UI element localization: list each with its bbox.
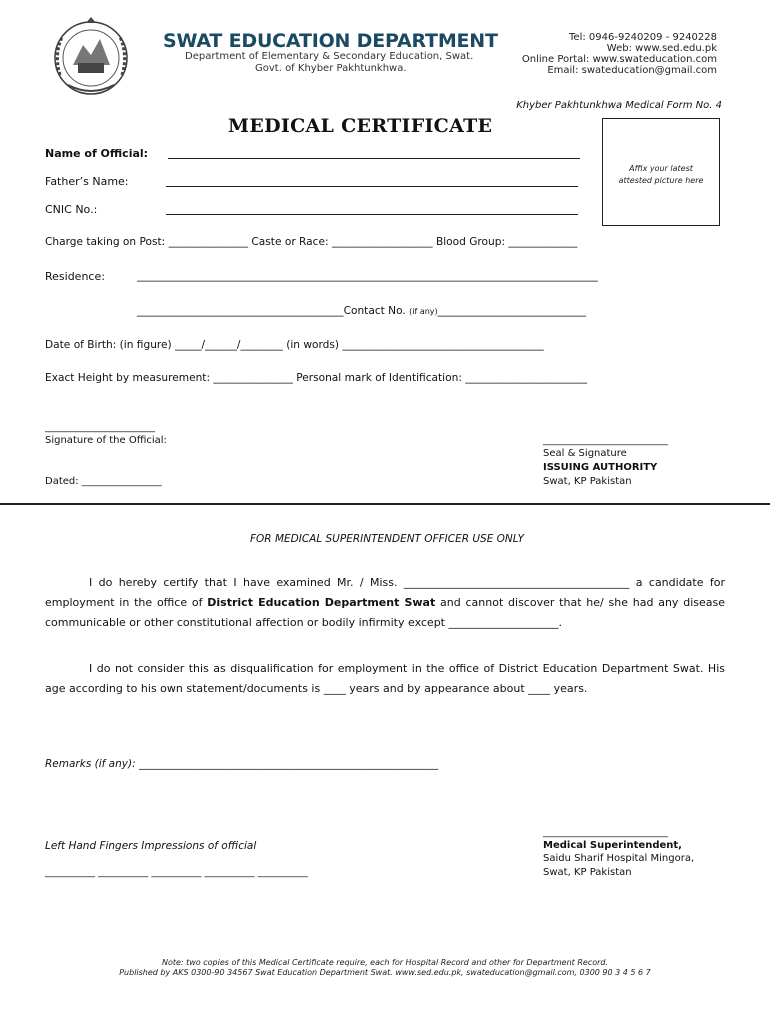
father-name-field-line[interactable] [166, 186, 578, 187]
department-title: SWAT EDUCATION DEPARTMENT [163, 30, 498, 52]
form-number: Khyber Pakhtunkhwa Medical Form No. 4 [516, 100, 722, 111]
seal-signature-line[interactable]: _________________________ [543, 435, 668, 446]
cnic-label: CNIC No.: [45, 203, 98, 216]
height-identification-line[interactable]: Exact Height by measurement: _______________ Personal mark of Identification: _______________________ [45, 372, 588, 384]
para1-text-b: and cannot discover that he/ she had any disease communicable or other constitutional affection or bodily infirmity except ____________________. [45, 596, 725, 629]
residence-line-1[interactable]: _______________________________________________________________________________________ [137, 270, 598, 282]
dated-line[interactable]: Dated: ________________ [45, 476, 162, 487]
contact-field-line[interactable]: ____________________________ [437, 305, 586, 317]
footer-note: Note: two copies of this Medical Certificate require, each for Hospital Record and other for Department Record. [161, 958, 609, 967]
residence-line-2-text: _______________________________________Contact No. [137, 305, 406, 317]
finger-impressions-lines[interactable]: __________ __________ __________ __________ __________ [45, 867, 308, 878]
para1-text-a: I do hereby certify that I have examined Mr. / Miss. _________________________________________ a candidate for employment in the office of [45, 576, 725, 609]
father-name-label: Father’s Name: [45, 175, 129, 188]
residence-line-2[interactable] [137, 305, 586, 317]
contact-tel: Tel: 0946-9240209 - 9240228 [569, 32, 717, 43]
footer-published: Published by AKS 0300-90 34567 Swat Education Department Swat. www.sed.edu.pk, swateducation@gmail.com, 0300 90 3 4 5 6 7 [119, 968, 651, 977]
photo-box-line1: Affix your latest [629, 164, 693, 173]
photo-box [602, 118, 720, 226]
ms-hospital: Saidu Sharif Hospital Mingora, [543, 853, 695, 864]
certificate-title: MEDICAL CERTIFICATE [228, 115, 493, 137]
section-divider [0, 503, 770, 505]
para2-text: I do not consider this as disqualification for employment in the office of District Education Department Swat. His age according to his own statement/documents is ____ years and by appearance about ____ years. [45, 662, 725, 695]
contact-portal: Online Portal: www.swateducation.com [521, 54, 717, 65]
date-of-birth-line[interactable]: Date of Birth: (in figure) _____/______/________ (in words) ______________________________________ [45, 339, 544, 351]
issuing-authority: ISSUING AUTHORITY [543, 462, 658, 473]
charge-caste-blood-line[interactable]: Charge taking on Post: _______________ Caste or Race: ___________________ Blood Group: _____________ [45, 236, 578, 248]
ms-location: Swat, KP Pakistan [543, 867, 632, 878]
if-any-note: (if any) [409, 307, 438, 316]
ms-signature-line[interactable]: _________________________ [543, 827, 668, 838]
contact-web: Web: www.sed.edu.pk [606, 43, 717, 54]
photo-box-line2: attested picture here [618, 176, 704, 185]
para1-department-name: District Education Department Swat [207, 596, 436, 609]
residence-label: Residence: [45, 270, 105, 283]
finger-impressions-label: Left Hand Fingers Impressions of official [45, 840, 257, 852]
issuing-location: Swat, KP Pakistan [543, 476, 632, 487]
certification-paragraph-1 [45, 573, 725, 633]
contact-email: Email: swateducation@gmail.com [547, 65, 717, 76]
name-field-line[interactable] [168, 158, 580, 159]
department-seal-logo [48, 15, 134, 101]
name-label: Name of Official: [45, 147, 149, 160]
remarks-line[interactable]: Remarks (if any): _________________________________________________________ [45, 758, 439, 770]
department-subtitle-1: Department of Elementary & Secondary Education, Swat. [185, 51, 474, 62]
ms-title: Medical Superintendent, [543, 840, 682, 851]
cnic-field-line[interactable] [166, 214, 578, 215]
certification-paragraph-2 [45, 659, 725, 699]
department-subtitle-2: Govt. of Khyber Pakhtunkhwa. [255, 63, 407, 74]
official-signature-label: Signature of the Official: [45, 435, 167, 446]
official-signature-line[interactable]: ______________________ [45, 422, 155, 433]
seal-signature-label: Seal & Signature [543, 448, 627, 459]
ms-section-heading: FOR MEDICAL SUPERINTENDENT OFFICER USE ONLY [250, 533, 525, 545]
